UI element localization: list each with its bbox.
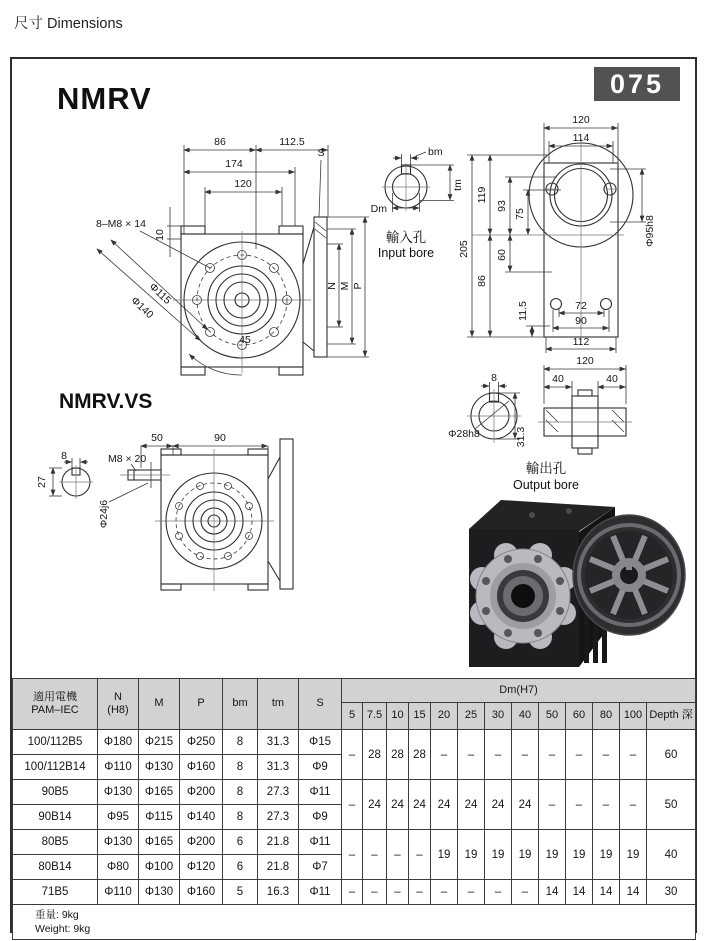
table-row: 80B5 Φ130 Φ165 Φ200 6 21.8 Φ11 – – – – 19 19 19 19 19 19 19 19 40 (13, 830, 696, 855)
dimension-table (12, 678, 696, 940)
col-header-n: N (H8) (98, 679, 139, 730)
output-bore-caption-cn: 輸出孔 (525, 461, 567, 476)
col-header-depth: Depth 深 (647, 703, 696, 730)
nmrv-vs-drawing (36, 432, 293, 591)
dim-86: 86 (214, 136, 226, 148)
vs-dia-24: Φ24j6 (98, 499, 110, 529)
rear-dim-60: 60 (496, 249, 508, 261)
out-dim-8: 8 (491, 372, 497, 384)
table-row: 80B14 Φ80 Φ100 Φ120 6 21.8 Φ7 (13, 855, 696, 880)
out-dim-40b: 40 (606, 373, 618, 385)
dia-140: Φ140 (128, 294, 156, 322)
label-n: N (326, 282, 338, 290)
dm-size-col: 15 (409, 703, 431, 730)
input-bore-drawing (371, 146, 464, 260)
table-row: 100/112B5 Φ180 Φ215 Φ250 8 31.3 Φ15 – 28 28 28 – – – – – – – – 60 (13, 730, 696, 755)
rear-dim-112: 112 (572, 336, 590, 348)
dm-size-col: 10 (387, 703, 409, 730)
rear-dim-114: 114 (572, 132, 590, 144)
vs-dim-50: 50 (151, 432, 163, 444)
dim-10: 10 (154, 229, 166, 241)
rear-dim-120: 120 (572, 114, 590, 126)
input-bore-caption-en: Input bore (377, 246, 435, 260)
label-s: S (317, 147, 325, 159)
weight-en: Weight: 9kg (35, 923, 91, 936)
model-title: NMRV (57, 81, 152, 116)
dm-size-col: 80 (593, 703, 620, 730)
rear-dia-95: Φ95h8 (644, 215, 656, 247)
label-bm: bm (428, 146, 443, 158)
label-p: P (352, 282, 364, 290)
rear-dim-75: 75 (514, 208, 526, 220)
dm-size-col: 40 (512, 703, 539, 730)
rear-dim-86: 86 (476, 275, 488, 287)
rear-dim-90: 90 (575, 315, 587, 327)
dim-174: 174 (225, 158, 243, 170)
output-bore-drawing (448, 355, 632, 492)
out-dim-31-3: 31.3 (515, 426, 527, 448)
gearbox-photo (469, 500, 685, 667)
rear-dim-11-5: 11.5 (517, 301, 529, 321)
table-row: 90B5 Φ130 Φ165 Φ200 8 27.3 Φ11 – 24 24 24 24 24 24 24 – – – – 50 (13, 780, 696, 805)
page-title: 尺寸 Dimensions (14, 16, 123, 32)
col-header-dm: Dm(H7) (342, 679, 696, 703)
rear-dim-93: 93 (496, 200, 508, 212)
output-bore-caption-en: Output bore (512, 478, 580, 492)
table-row: 71B5 Φ110 Φ130 Φ160 5 16.3 Φ11 – – – – – – – – 14 14 14 14 30 (13, 880, 696, 905)
dm-size-col: 25 (458, 703, 485, 730)
dm-size-col: 50 (539, 703, 566, 730)
dim-112-5: 112.5 (279, 136, 305, 148)
table-row: 100/112B14 Φ110 Φ130 Φ160 8 31.3 Φ9 (13, 755, 696, 780)
table-row: 90B14 Φ95 Φ115 Φ140 8 27.3 Φ9 (13, 805, 696, 830)
angle-45: 45 (239, 334, 251, 346)
dm-size-col: 100 (620, 703, 647, 730)
col-header-tm: tm (258, 679, 299, 730)
vs-dim-8: 8 (61, 450, 67, 462)
col-header-s: S (299, 679, 342, 730)
dm-size-col: 30 (485, 703, 512, 730)
dimensions-panel (10, 57, 697, 936)
label-m: M (339, 281, 351, 291)
bolt-callout: 8–M8 × 14 (96, 218, 146, 230)
rear-dim-119: 119 (476, 186, 488, 204)
size-badge: 075 (594, 67, 680, 101)
vs-key-callout: M8 × 20 (108, 453, 147, 465)
rear-view-drawing (458, 114, 656, 353)
nmrv-side-view-drawing (96, 136, 369, 375)
rear-dim-72: 72 (575, 300, 587, 312)
dia-115: Φ115 (146, 280, 174, 307)
out-dim-40a: 40 (552, 373, 564, 385)
technical-drawings (12, 59, 695, 677)
col-header-p: P (180, 679, 223, 730)
weight-footer-row (13, 905, 696, 940)
dm-size-col: 7.5 (363, 703, 387, 730)
vs-dim-90: 90 (214, 432, 226, 444)
col-header-motor: 適用電機 PAM–IEC (13, 679, 98, 730)
input-bore-caption-cn: 輸入孔 (385, 230, 427, 245)
label-dm: Dm (370, 203, 387, 215)
dm-size-col: 20 (431, 703, 458, 730)
out-dim-120: 120 (576, 355, 594, 367)
weight-cn: 重量: 9kg (35, 909, 79, 921)
vs-dim-27: 27 (36, 476, 48, 488)
dm-size-col: 5 (342, 703, 363, 730)
dimension-table-section (12, 678, 695, 936)
dim-120: 120 (234, 178, 252, 190)
model-title-vs: NMRV.VS (59, 390, 153, 413)
col-header-bm: bm (223, 679, 258, 730)
rear-dim-205: 205 (458, 240, 470, 258)
dm-size-col: 60 (566, 703, 593, 730)
col-header-m: M (139, 679, 180, 730)
label-tm: tm (452, 179, 464, 191)
out-dia-28: Φ28h8 (448, 428, 480, 440)
